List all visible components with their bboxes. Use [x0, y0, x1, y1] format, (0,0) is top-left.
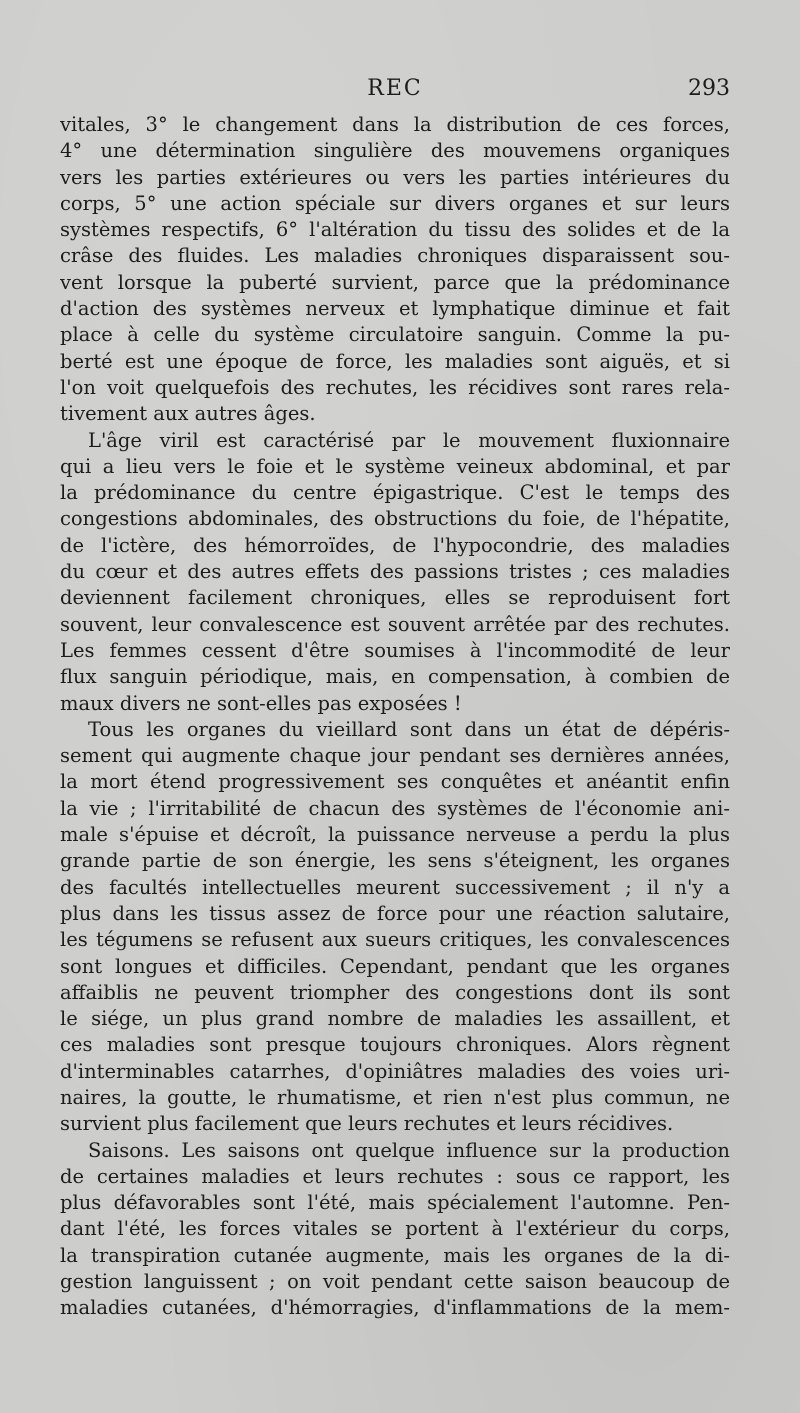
text-body [60, 112, 730, 1322]
text-line: l'on voit quelquefois des rechutes, les récidives sont rares rela- [60, 375, 730, 399]
text-line: survient plus facilement que leurs rechutes et leurs récidives. [60, 1112, 674, 1136]
text-line: dant l'été, les forces vitales se portent à l'extérieur du corps, [60, 1217, 730, 1241]
text-line: ces maladies sont presque toujours chroniques. Alors règnent [60, 1033, 730, 1057]
text-line: la transpiration cutanée augmente, mais les organes de la di- [60, 1243, 730, 1267]
text-line: Les femmes cessent d'être soumises à l'incommodité de leur [60, 638, 730, 662]
text-line: Saisons. Les saisons ont quelque influence sur la production [88, 1138, 730, 1162]
running-head [60, 76, 730, 108]
text-line: male s'épuise et décroît, la puissance nerveuse a perdu la plus [60, 823, 730, 847]
paragraph-old-age [60, 717, 730, 1138]
running-head-title: REC [367, 76, 423, 101]
text-line: tivement aux autres âges. [60, 402, 316, 426]
text-line: sement qui augmente chaque jour pendant ses dernières années, [60, 744, 730, 768]
text-line: des facultés intellectuelles meurent successivement ; il n'y a [60, 875, 730, 899]
text-line: de certaines maladies et leurs rechutes : sous ce rapport, les [60, 1164, 730, 1188]
paragraph-seasons [60, 1138, 730, 1322]
text-line: gestion languissent ; on voit pendant cette saison beaucoup de [60, 1270, 730, 1294]
text-line: la mort étend progressivement ses conquêtes et anéantit enfin [60, 770, 730, 794]
text-line: deviennent facilement chroniques, elles se reproduisent fort [60, 586, 730, 610]
text-line: congestions abdominales, des obstructions du foie, de l'hépatite, [60, 507, 730, 531]
text-line: le siége, un plus grand nombre de maladies les assaillent, et [60, 1007, 730, 1031]
text-line: Tous les organes du vieillard sont dans un état de dépéris- [88, 717, 730, 741]
text-line: place à celle du système circulatoire sanguin. Comme la pu- [60, 323, 730, 347]
text-line: maladies cutanées, d'hémorragies, d'inflammations de la mem- [60, 1296, 730, 1320]
text-line: du cœur et des autres effets des passions tristes ; ces maladies [60, 560, 730, 584]
text-line: systèmes respectifs, 6° l'altération du tissu des solides et de la [60, 218, 730, 242]
text-line: sont longues et difficiles. Cependant, pendant que les organes [60, 954, 730, 978]
text-line: plus dans les tissus assez de force pour une réaction salutaire, [60, 901, 730, 925]
page-number: 293 [688, 76, 730, 101]
text-line: la prédominance du centre épigastrique. C'est le temps des [60, 481, 730, 505]
text-line: d'action des systèmes nerveux et lymphatique diminue et fait [60, 297, 730, 321]
text-line: corps, 5° une action spéciale sur divers organes et sur leurs [60, 191, 730, 215]
paragraph-adult-age [60, 428, 730, 717]
text-line: qui a lieu vers le foie et le système veineux abdominal, et par [60, 454, 730, 478]
text-line: affaiblis ne peuvent triompher des congestions dont ils sont [60, 980, 730, 1004]
text-line: d'interminables catarrhes, d'opiniâtres maladies des voies uri- [60, 1059, 730, 1083]
text-line: de l'ictère, des hémorroïdes, de l'hypocondrie, des maladies [60, 533, 730, 557]
text-line: 4° une détermination singulière des mouvemens organiques [60, 139, 730, 163]
text-line: grande partie de son énergie, les sens s'éteignent, les organes [60, 849, 730, 873]
text-line: naires, la goutte, le rhumatisme, et rien n'est plus commun, ne [60, 1085, 730, 1109]
text-line: souvent, leur convalescence est souvent arrêtée par des rechutes. [60, 612, 730, 636]
text-line: vers les parties extérieures ou vers les parties intérieures du [60, 165, 730, 189]
text-line: L'âge viril est caractérisé par le mouvement fluxionnaire [88, 428, 730, 452]
text-line: plus défavorables sont l'été, mais spécialement l'automne. Pen- [60, 1191, 730, 1215]
text-line: maux divers ne sont-elles pas exposées ! [60, 691, 462, 715]
text-line: berté est une époque de force, les maladies sont aiguës, et si [60, 349, 730, 373]
text-line: les tégumens se refusent aux sueurs critiques, les convalescences [60, 928, 730, 952]
text-line: la vie ; l'irritabilité de chacun des systèmes de l'économie ani- [60, 796, 730, 820]
text-line: vitales, 3° le changement dans la distribution de ces forces, [60, 113, 730, 136]
paragraph-puberty [60, 112, 730, 428]
text-line: crâse des fluides. Les maladies chroniques disparaissent sou- [60, 244, 730, 268]
text-line: vent lorsque la puberté survient, parce que la prédominance [60, 270, 730, 294]
text-line: flux sanguin périodique, mais, en compensation, à combien de [60, 665, 730, 689]
